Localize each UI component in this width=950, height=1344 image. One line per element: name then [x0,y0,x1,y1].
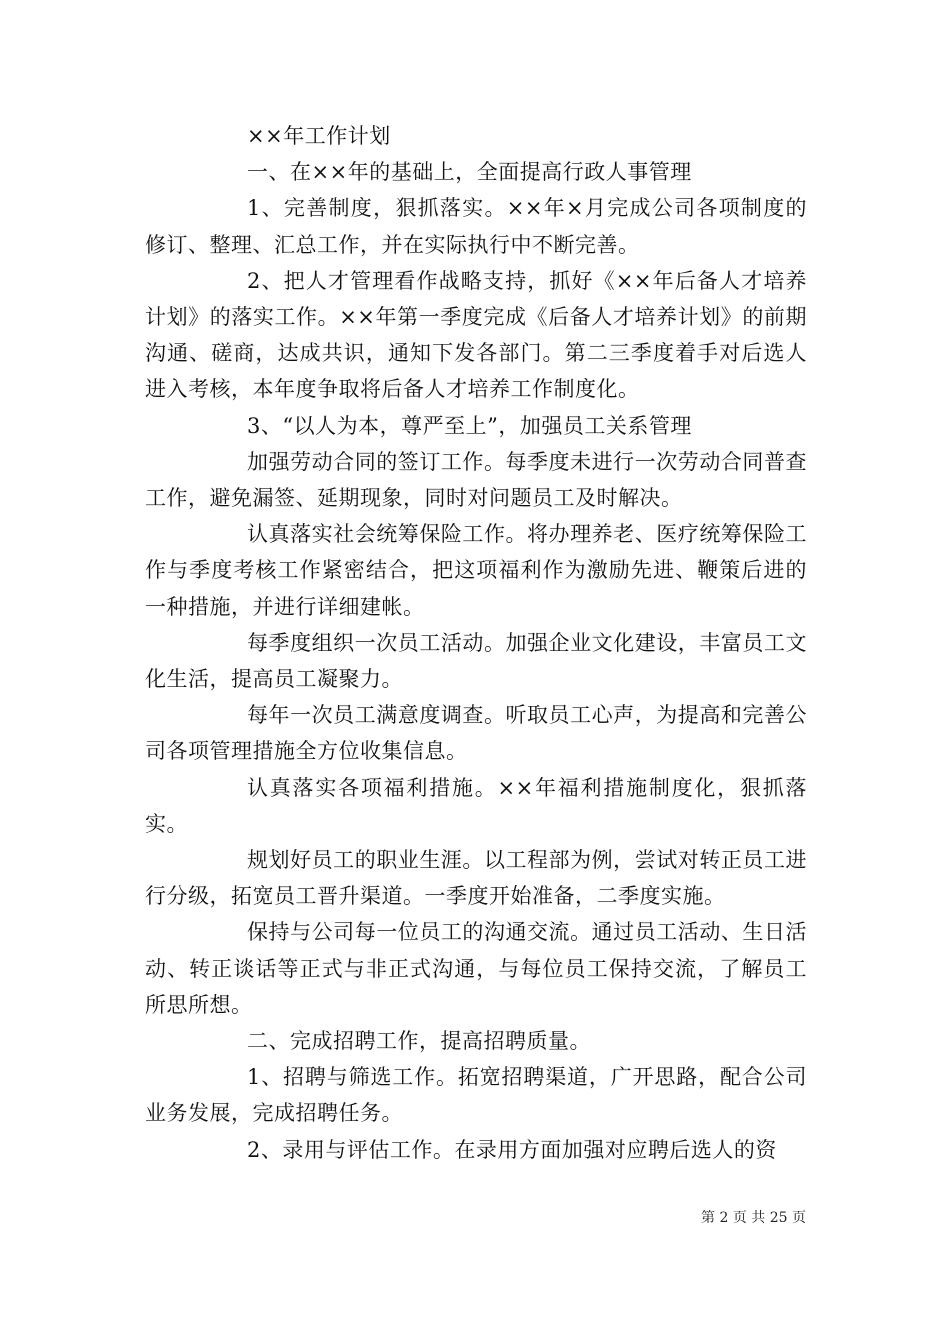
paragraph: 规划好员工的职业生涯。以工程部为例，尝试对转正员工进行分级，拓宽员工晋升渠道。一季度开始准备，二季度实施。 [145,848,807,909]
paragraph: 每年一次员工满意度调查。听取员工心声，为提高和完善公司各项管理措施全方位收集信息。 [145,703,807,764]
footer-current-page: 2 [719,1210,729,1226]
section-heading-1: 一、在××年的基础上，全面提高行政人事管理 [247,160,692,185]
document-body [145,118,807,1168]
paragraph: 2、把人才管理看作战略支持，抓好《××年后备人才培养计划》的落实工作。××年第一季度完成《后备人才培养计划》的前期沟通、磋商，达成共识，通知下发各部门。第二三季度着手对后选人进入考核，本年度争取将后备人才培养工作制度化。 [145,268,807,402]
paragraph: 认真落实各项福利措施。××年福利措施制度化，狠抓落实。 [145,775,807,836]
paragraph: 每季度组织一次员工活动。加强企业文化建设，丰富员工文化生活，提高员工凝聚力。 [145,630,807,692]
page-footer [701,1207,806,1227]
paragraph: 2、录用与评估工作。在录用方面加强对应聘后选人的资 [247,1137,777,1162]
paragraph: 认真落实社会统筹保险工作。将办理养老、医疗统筹保险工作与季度考核工作紧密结合，把这项福利作为激励先进、鞭策后进的一种措施，并进行详细建帐。 [145,522,807,619]
paragraph: 保持与公司每一位员工的沟通交流。通过员工活动、生日活动、转正谈话等正式与非正式沟通，与每位员工保持交流，了解员工所思所想。 [145,920,807,1017]
footer-prefix: 第 [700,1210,715,1226]
paragraph: 1、招聘与筛选工作。拓宽招聘渠道，广开思路，配合公司业务发展，完成招聘任务。 [145,1065,807,1126]
footer-total-pages: 25 [769,1210,788,1226]
subheading: 3、“以人为本，尊严至上”，加强员工关系管理 [247,413,692,438]
doc-title: ××年工作计划 [247,124,391,148]
footer-suffix: 页 [792,1210,806,1226]
section-heading-2: 二、完成招聘工作，提高招聘质量。 [247,1029,591,1054]
footer-middle: 页 共 [732,1210,766,1226]
paragraph: 加强劳动合同的签订工作。每季度未进行一次劳动合同普查工作，避免漏签、延期现象，同时对问题员工及时解决。 [145,449,807,511]
paragraph: 1、完善制度，狠抓落实。××年×月完成公司各项制度的修订、整理、汇总工作，并在实际执行中不断完善。 [145,196,807,257]
